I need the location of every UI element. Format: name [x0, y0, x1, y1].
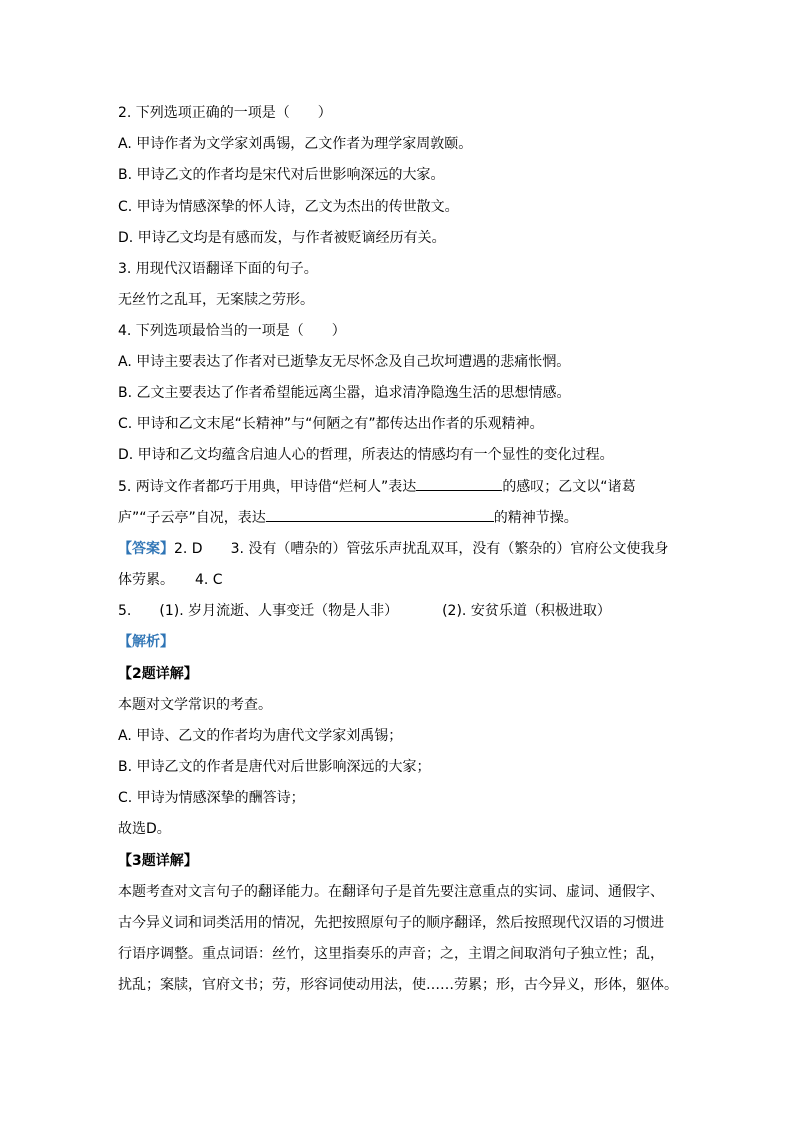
- answer-text-1: 2. D 3. 没有（嘈杂的）管弦乐声扰乱双耳，没有（繁杂的）官府公文使我身: [174, 541, 669, 557]
- analysis-tag: 【解析】: [118, 634, 174, 650]
- q2-detail-a: A. 甲诗、乙文的作者均为唐代文学家刘禹锡；: [118, 728, 403, 744]
- answer-5-part-1: (1). 岁月流逝、人事变迁（物是人非）: [159, 603, 399, 619]
- question-2-option-a: A. 甲诗作者为文学家刘禹锡，乙文作者为理学家周敦颐。: [118, 136, 473, 152]
- question-5-line-1: [118, 476, 636, 497]
- question-2-option-b: B. 甲诗乙文的作者均是宋代对后世影响深远的大家。: [118, 167, 445, 183]
- question-4-option-d: D. 甲诗和乙文均蕴含启迪人心的哲理，所表达的情感均有一个显性的变化过程。: [118, 447, 614, 463]
- answer-line-2: 体劳累。 4. C: [118, 572, 223, 588]
- answer-tag: 【答案】: [118, 541, 174, 557]
- question-4-stem: 4. 下列选项最恰当的一项是（ ）: [118, 323, 346, 339]
- question-5-line-2: [118, 507, 578, 528]
- question-2-option-d: D. 甲诗乙文均是有感而发，与作者被贬谪经历有关。: [118, 230, 446, 246]
- question-4-option-b: B. 乙文主要表达了作者希望能远离尘嚣，追求清净隐逸生活的思想情感。: [118, 385, 571, 401]
- answer-blank-2: [266, 507, 494, 522]
- q3-detail-paragraph-2: 古今异义词和词类活用的情况，先把按照原句子的顺序翻译，然后按照现代汉语的习惯进: [118, 915, 664, 931]
- answer-5-number: 5.: [118, 603, 132, 619]
- question-2-stem: 2. 下列选项正确的一项是（ ）: [118, 105, 332, 121]
- answer-5-part-2: (2). 安贫乐道（积极进取）: [442, 603, 611, 619]
- question-5-text-1b: 的感叹；乙文以“诸葛: [502, 479, 636, 495]
- q2-detail-b: B. 甲诗乙文的作者是唐代对后世影响深远的大家；: [118, 759, 431, 775]
- question-3-sentence: 无丝竹之乱耳，无案牍之劳形。: [118, 292, 314, 308]
- answer-line-1: [118, 539, 668, 559]
- answer-line-3: [118, 601, 611, 621]
- q2-detail-intro: 本题对文学常识的考查。: [118, 697, 272, 713]
- question-2-option-c: C. 甲诗为情感深挚的怀人诗，乙文为杰出的传世散文。: [118, 199, 459, 215]
- q2-detail-c: C. 甲诗为情感深挚的酬答诗；: [118, 790, 305, 806]
- question-4-option-c: C. 甲诗和乙文末尾“长精神”与“何陋之有”都传达出作者的乐观精神。: [118, 416, 544, 432]
- question-4-option-a: A. 甲诗主要表达了作者对已逝挚友无尽怀念及自己坎坷遭遇的悲痛怅惘。: [118, 354, 571, 370]
- q2-detail-conclusion: 故选D。: [118, 821, 171, 837]
- q3-detail-title: 【3题详解】: [118, 853, 198, 869]
- question-5-text-2a: 庐”“子云亭”自况，表达: [118, 510, 266, 526]
- question-3-stem: 3. 用现代汉语翻译下面的句子。: [118, 261, 318, 277]
- q3-detail-paragraph-1: 本题考查对文言句子的翻译能力。在翻译句子是首先要注意重点的实词、虚词、通假字、: [118, 884, 664, 900]
- question-5-text-2b: 的精神节操。: [493, 510, 578, 526]
- answer-blank-1: [416, 476, 502, 491]
- q2-detail-title: 【2题详解】: [118, 666, 198, 682]
- question-5-text-1a: 5. 两诗文作者都巧于用典，甲诗借“烂柯人”表达: [118, 479, 417, 495]
- q3-detail-paragraph-3: 行语序调整。重点词语：丝竹，这里指奏乐的声音；之，主谓之间取消句子独立性；乱，: [118, 946, 664, 962]
- q3-detail-paragraph-4: 扰乱；案牍，官府文书；劳，形容词使动用法，使……劳累；形，古今异义，形体，躯体。: [118, 977, 678, 993]
